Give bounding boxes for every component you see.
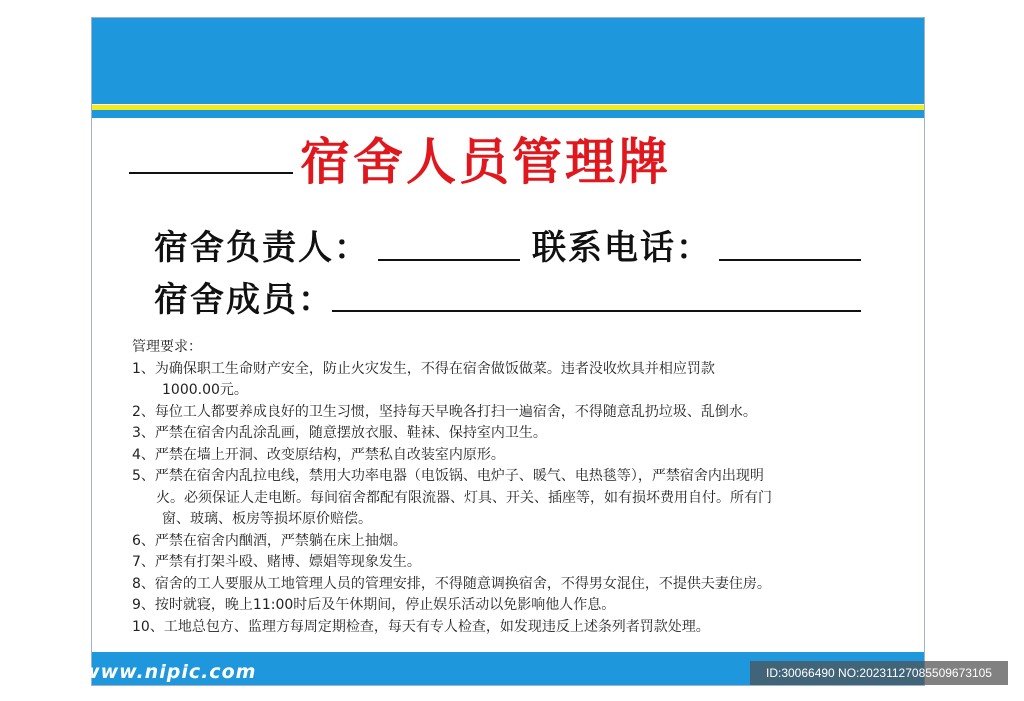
watermark-url: www.nipic.com	[82, 661, 257, 683]
phone-blank-line	[719, 259, 861, 261]
manager-blank-line	[378, 259, 520, 261]
rule-item: 6、严禁在宿舍内酗酒，严禁躺在床上抽烟。	[132, 532, 407, 549]
manager-label: 宿舍负责人：	[154, 228, 370, 268]
top-blue-stripe	[92, 18, 924, 104]
top-color-band	[92, 18, 924, 104]
members-blank-line	[332, 310, 861, 312]
rule-item: 3、严禁在宿舍内乱涂乱画，随意摆放衣服、鞋袜、保持室内卫生。	[132, 425, 547, 441]
members-label: 宿舍成员：	[154, 280, 334, 320]
rule-item: 10、工地总包方、监理方每周定期检查，每天有专人检查，如发现违反上述条列者罚款处理。	[132, 618, 710, 635]
watermark-left	[10, 658, 256, 686]
rules-heading: 管理要求：	[132, 339, 202, 355]
rule-item: 1000.00元。	[162, 382, 248, 398]
rule-item: 8、宿舍的工人要服从工地管理人员的管理安排，不得随意调换宿舍，不得男女混住，不提供夫妻住房。	[132, 575, 771, 592]
title-row	[127, 122, 827, 194]
rule-item: 9、按时就寝，晚上11:00时后及午休期间，停止娱乐活动以免影响他人作息。	[132, 597, 616, 613]
thin-blue-stripe	[92, 110, 924, 118]
rules-section	[132, 337, 892, 638]
rule-item: 4、严禁在墙上开洞、改变原结构，严禁私自改装室内原形。	[132, 446, 505, 463]
rule-item: 窗、玻璃、板房等损坏原价赔偿。	[162, 511, 372, 527]
rule-item: 火。必须保证人走电断。每间宿舍都配有限流器、灯具、开关、插座等，如有损坏费用自付。所有门	[156, 489, 772, 506]
rule-item: 5、严禁在宿舍内乱拉电线，禁用大功率电器（电饭锅、电炉子、暖气、电热毯等），严禁宿舍内出现明	[132, 468, 764, 484]
watermark-logo: 昵图网	[10, 662, 71, 685]
sign-title: 宿舍人员管理牌	[300, 133, 671, 191]
phone-label: 联系电话：	[532, 228, 712, 268]
rule-item: 7、严禁有打架斗殴、赌博、嫖娼等现象发生。	[132, 554, 421, 570]
watermark-id: ID:30066490 NO:20231127085509673105	[750, 661, 1008, 685]
rule-item: 2、每位工人都要养成良好的卫生习惯，坚持每天早晚各打扫一遍宿舍，不得随意乱扔垃圾、乱倒水。	[132, 403, 757, 420]
rule-item: 1、为确保职工生命财产安全，防止火灾发生，不得在宿舍做饭做菜。违者没收炊具并相应罚款	[132, 360, 715, 377]
title-blank-line	[129, 172, 293, 174]
